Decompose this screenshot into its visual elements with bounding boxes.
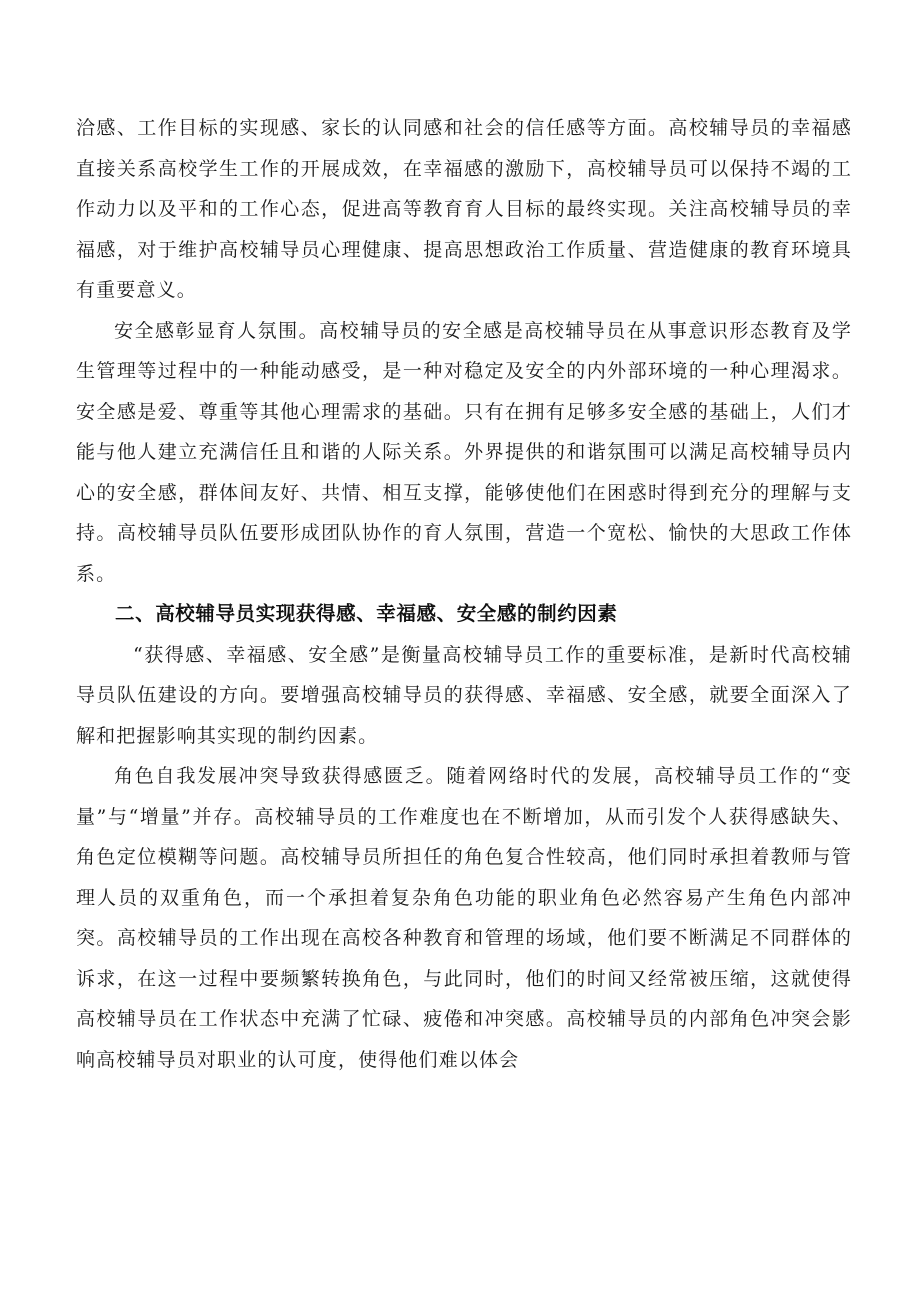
body-paragraph-standards: “获得感、幸福感、安全感”是衡量高校辅导员工作的重要标准，是新时代高校辅导员队伍建设的方向。要增强高校辅导员的获得感、幸福感、安全感，就要全面深入了解和把握影响其实现的制约因素。 — [76, 643, 852, 747]
body-paragraph-continued: 洽感、工作目标的实现感、家长的认同感和社会的信任感等方面。高校辅导员的幸福感直接关系高校学生工作的开展成效，在幸福感的激励下，高校辅导员可以保持不竭的工作动力以及平和的工作心态，促进高等教育育人目标的最终实现。关注高校辅导员的幸福感，对于维护高校辅导员心理健康、提高思想政治工作质量、营造健康的教育环境具有重要意义。 — [76, 117, 852, 301]
body-paragraph-role-conflict: 角色自我发展冲突导致获得感匮乏。随着网络时代的发展，高校辅导员工作的“变量”与“增量”并存。高校辅导员的工作难度也在不断增加，从而引发个人获得感缺失、角色定位模糊等问题。高校辅导员所担任的角色复合性较高，他们同时承担着教师与管理人员的双重角色，而一个承担着复杂角色功能的职业角色必然容易产生角色内部冲突。高校辅导员的工作出现在高校各种教育和管理的场域，他们要不断满足不同群体的诉求，在这一过程中要频繁转换角色，与此同时，他们的时间又经常被压缩，这就使得高校辅导员在工作状态中充满了忙碌、疲倦和冲突感。高校辅导员的内部角色冲突会影响高校辅导员对职业的认可度，使得他们难以体会 — [76, 765, 852, 1071]
document-body — [76, 108, 852, 1080]
body-paragraph-security: 安全感彰显育人氛围。高校辅导员的安全感是高校辅导员在从事意识形态教育及学生管理等过程中的一种能动感受，是一种对稳定及安全的内外部环境的一种心理渴求。安全感是爱、尊重等其他心理需求的基础。只有在拥有足够多安全感的基础上，人们才能与他人建立充满信任且和谐的人际关系。外界提供的和谐氛围可以满足高校辅导员内心的安全感，群体间友好、共情、相互支撑，能够使他们在困惑时得到充分的理解与支持。高校辅导员队伍要形成团队协作的育人氛围，营造一个宽松、愉快的大思政工作体系。 — [76, 319, 852, 585]
section-heading: 二、高校辅导员实现获得感、幸福感、安全感的制约因素 — [115, 602, 618, 625]
